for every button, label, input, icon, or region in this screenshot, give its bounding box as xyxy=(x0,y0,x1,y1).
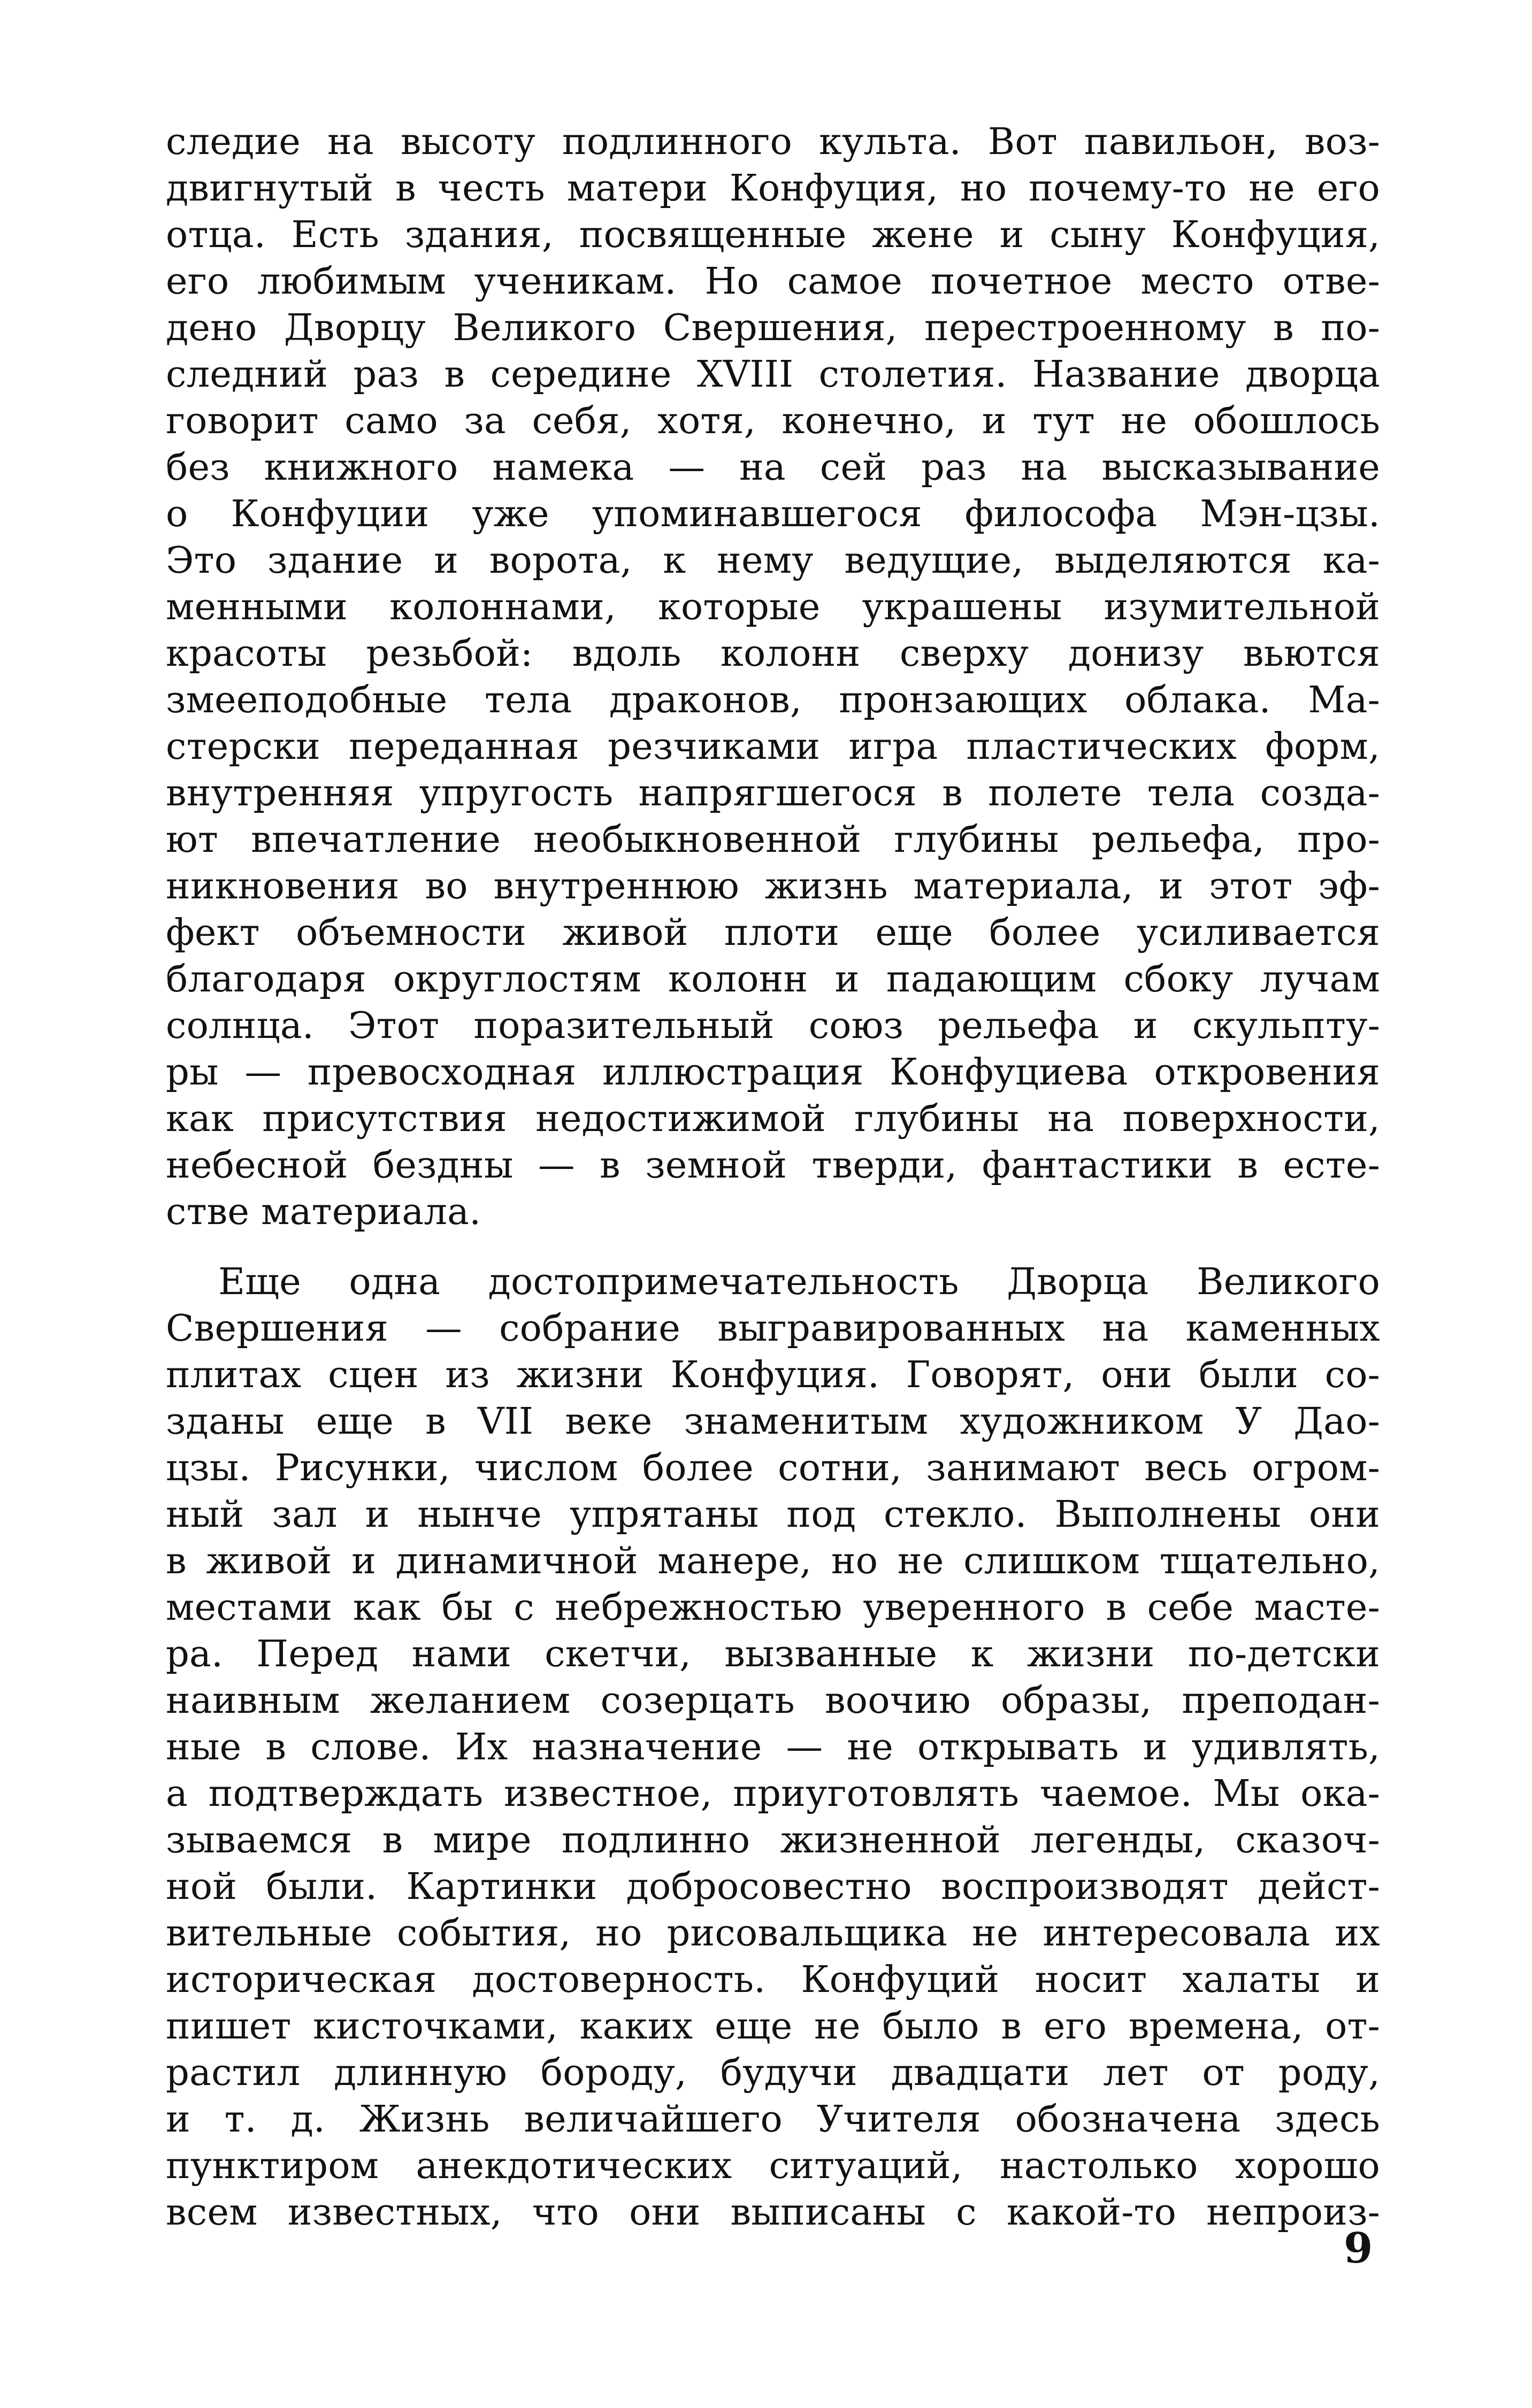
text-line: дено Дворцу Великого Свершения, перестроенному в по- xyxy=(166,306,1380,349)
text-line: о Конфуции уже упоминавшегося философа Мэн-цзы. xyxy=(166,493,1380,535)
text-line: в живой и динамичной манере, но не слишком тщательно, xyxy=(166,1540,1380,1582)
text-line: местами как бы с небрежностью уверенного в себе масте- xyxy=(166,1586,1380,1629)
text-line: вительные события, но рисовальщика не интересовала их xyxy=(166,1912,1380,1955)
text-line: менными колоннами, которые украшены изумительной xyxy=(166,586,1380,628)
text-line: змееподобные тела драконов, пронзающих облака. Ма- xyxy=(166,679,1380,721)
text-line: Еще одна достопримечательность Дворца Великого xyxy=(218,1260,1380,1303)
text-line: и т. д. Жизнь величайшего Учителя обозначена здесь xyxy=(166,2098,1380,2141)
text-line: Свершения — собрание выгравированных на каменных xyxy=(166,1307,1380,1350)
text-line: отца. Есть здания, посвященные жене и сыну Конфуция, xyxy=(166,213,1380,256)
text-line: стерски переданная резчиками игра пластических форм, xyxy=(166,725,1380,768)
text-line: никновения во внутреннюю жизнь материала, и этот эф- xyxy=(166,865,1380,907)
text-line: Это здание и ворота, к нему ведущие, выделяются ка- xyxy=(166,539,1380,582)
text-line: а подтверждать известное, приуготовлять чаемое. Мы ока- xyxy=(166,1772,1380,1815)
text-line: растил длинную бороду, будучи двадцати лет от роду, xyxy=(166,2051,1380,2094)
text-line: солнца. Этот поразительный союз рельефа и скульпту- xyxy=(166,1004,1380,1047)
text-line: говорит само за себя, хотя, конечно, и тут не обошлось xyxy=(166,399,1380,442)
text-line: ные в слове. Их назначение — не открывать и удивлять, xyxy=(166,1726,1380,1768)
text-line: двигнутый в честь матери Конфуция, но почему-то не его xyxy=(166,167,1380,210)
text-line: ют впечатление необыкновенной глубины рельефа, про- xyxy=(166,818,1380,861)
text-line: благодаря округлостям колонн и падающим сбоку лучам xyxy=(166,958,1380,1001)
text-line: внутренняя упругость напрягшегося в полете тела созда- xyxy=(166,772,1380,814)
text-line: как присутствия недостижимой глубины на поверхности, xyxy=(166,1097,1380,1140)
text-line: небесной бездны — в земной тверди, фантастики в есте- xyxy=(166,1144,1380,1187)
text-line: ра. Перед нами скетчи, вызванные к жизни по-детски xyxy=(166,1633,1380,1675)
page-number: 9 xyxy=(1344,2224,1373,2273)
paragraph-1 xyxy=(166,119,1380,1235)
text-line: наивным желанием созерцать воочию образы, преподан- xyxy=(166,1679,1380,1722)
text-line: всем известных, что они выписаны с какой-то непроиз- xyxy=(166,2191,1380,2234)
text-line: его любимым ученикам. Но самое почетное место отве- xyxy=(166,260,1380,303)
text-line: зданы еще в VII веке знаменитым художником У Дао- xyxy=(166,1400,1380,1443)
text-line: зываемся в мире подлинно жизненной легенды, сказоч- xyxy=(166,1819,1380,1861)
text-line: историческая достоверность. Конфуций носит халаты и xyxy=(166,1958,1380,2001)
text-line: ной были. Картинки добросовестно воспроизводят дейст- xyxy=(166,1865,1380,1908)
text-line: фект объемности живой плоти еще более усиливается xyxy=(166,911,1380,954)
text-line: стве материала. xyxy=(166,1190,481,1233)
text-line: следие на высоту подлинного культа. Вот павильон, воз- xyxy=(166,120,1380,163)
text-line: цзы. Рисунки, числом более сотни, занимают весь огром- xyxy=(166,1447,1380,1489)
text-line: следний раз в середине XVIII столетия. Название дворца xyxy=(166,353,1380,396)
text-line: ры — превосходная иллюстрация Конфуциева откровения xyxy=(166,1051,1380,1094)
text-line: ный зал и нынче упрятаны под стекло. Выполнены они xyxy=(166,1493,1380,1536)
text-line: плитах сцен из жизни Конфуция. Говорят, они были со- xyxy=(166,1353,1380,1396)
text-line: пунктиром анекдотических ситуаций, настолько хорошо xyxy=(166,2144,1380,2187)
paragraph-2 xyxy=(166,1259,1380,2236)
text-line: красоты резьбой: вдоль колонн сверху донизу вьются xyxy=(166,632,1380,675)
text-line: пишет кисточками, каких еще не было в его времена, от- xyxy=(166,2005,1380,2048)
text-line: без книжного намека — на сей раз на высказывание xyxy=(166,446,1380,489)
